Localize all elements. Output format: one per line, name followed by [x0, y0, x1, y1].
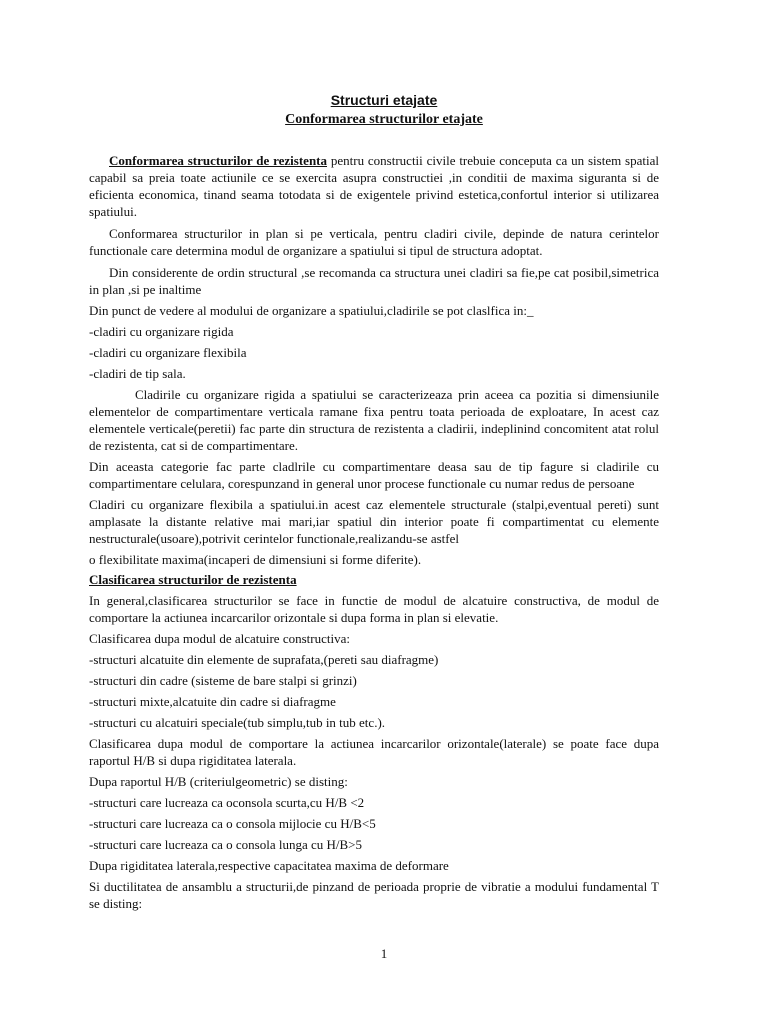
paragraph-1: [89, 152, 659, 220]
paragraph-1-text: pentru constructii civile trebuie conceputa ca un sistem spatial capabil sa preia toate actiunile ce se exercita asupra constructiei ,in conditii de maxima siguranta si de eficienta economica, tinand seama totodata si de exigentele privind estetica,confortul interior si utilizarea spatiului.: [89, 153, 659, 219]
paragraph-3: Din considerente de ordin structural ,se recomanda ca structura unei cladiri sa fie,pe cat posibil,simetrica in plan ,si pe inaltime: [89, 265, 659, 297]
section-heading: Clasificarea structurilor de rezistenta: [89, 572, 297, 587]
paragraph-8: o flexibilitate maxima(incaperi de dimensiuni si forme diferite).: [89, 552, 422, 567]
paragraph-11: Clasificarea dupa modul de comportare la actiunea incarcarilor orizontale(laterale) se poate face dupa raportul H/B si dupa rigiditatea laterala.: [89, 736, 659, 768]
paragraph-6: Din aceasta categorie fac parte cladlrile cu compartimentare deasa sau de tip fagure si cladirile cu compartimentare celulara, corespunzand in general unor procese functionale cu numar redus de persoane: [89, 459, 659, 491]
paragraph-14: Si ductilitatea de ansamblu a structurii,de pinzand de perioada proprie de vibratie a modului fundamental T se disting:: [89, 879, 659, 911]
paragraph-12: Dupa raportul H/B (criteriulgeometric) se disting:: [89, 774, 348, 789]
document-subtitle: Conformarea structurilor etajate: [285, 112, 483, 127]
paragraph-5: Cladirile cu organizare rigida a spatiului se caracterizeaza prin aceea ca pozitia si dimensiunile elementelor de compartimentare verticala ramane fixa pentru toata perioada de exploatare, In acest caz elementele verticale(peretii) fac parte din structura de rezistenta a cladirii, indeplinind concomitent atat rolul de rezistenta, cat si de compartimentare.: [89, 387, 659, 453]
paragraph-13: Dupa rigiditatea laterala,respective capacitatea maxima de deformare: [89, 858, 449, 873]
document-title: Structuri etajate: [330, 92, 438, 108]
list-item: -structuri din cadre (sisteme de bare stalpi si grinzi): [89, 673, 357, 688]
paragraph-1-lead: Conformarea structurilor de rezistenta: [109, 153, 328, 168]
paragraph-4: Din punct de vedere al modului de organizare a spatiului,cladirile se pot claslfica in:_: [89, 303, 534, 318]
list-item: -structuri care lucreaza ca oconsola scurta,cu H/B <2: [89, 795, 365, 810]
list-item: -structuri care lucreaza ca o consola lunga cu H/B>5: [89, 837, 362, 852]
list-item: -cladiri cu organizare rigida: [89, 324, 234, 339]
list-item: -cladiri cu organizare flexibila: [89, 345, 247, 360]
list-item: -structuri care lucreaza ca o consola mijlocie cu H/B<5: [89, 816, 376, 831]
paragraph-9: In general,clasificarea structurilor se face in functie de modul de alcatuire constructiva, de modul de comportare la actiunea incarcarilor orizontale si dupa forma in plan si elevatie.: [89, 593, 659, 625]
page-number: 1: [380, 946, 388, 961]
list-item: -structuri cu alcatuiri speciale(tub simplu,tub in tub etc.).: [89, 715, 386, 730]
paragraph-2: Conformarea structurilor in plan si pe verticala, pentru cladiri civile, depinde de natura cerintelor functionale care determina modul de organizare a spatiului si tipul de structura adoptat.: [89, 226, 659, 258]
paragraph-10: Clasificarea dupa modul de alcatuire constructiva:: [89, 631, 350, 646]
list-item: -cladiri de tip sala.: [89, 366, 186, 381]
paragraph-7: Cladiri cu organizare flexibila a spatiului.in acest caz elementele structurale (stalpi,eventual pereti) sunt amplasate la distante relative mai mari,iar spatiul din interior poate fi compartimentat cu elemente nestructurale(usoare),potrivit cerintelor functionale,realizandu-se astfel: [89, 497, 659, 546]
list-item: -structuri mixte,alcatuite din cadre si diafragme: [89, 694, 336, 709]
document-body: [89, 152, 659, 912]
list-item: -structuri alcatuite din elemente de suprafata,(pereti sau diafragme): [89, 652, 439, 667]
